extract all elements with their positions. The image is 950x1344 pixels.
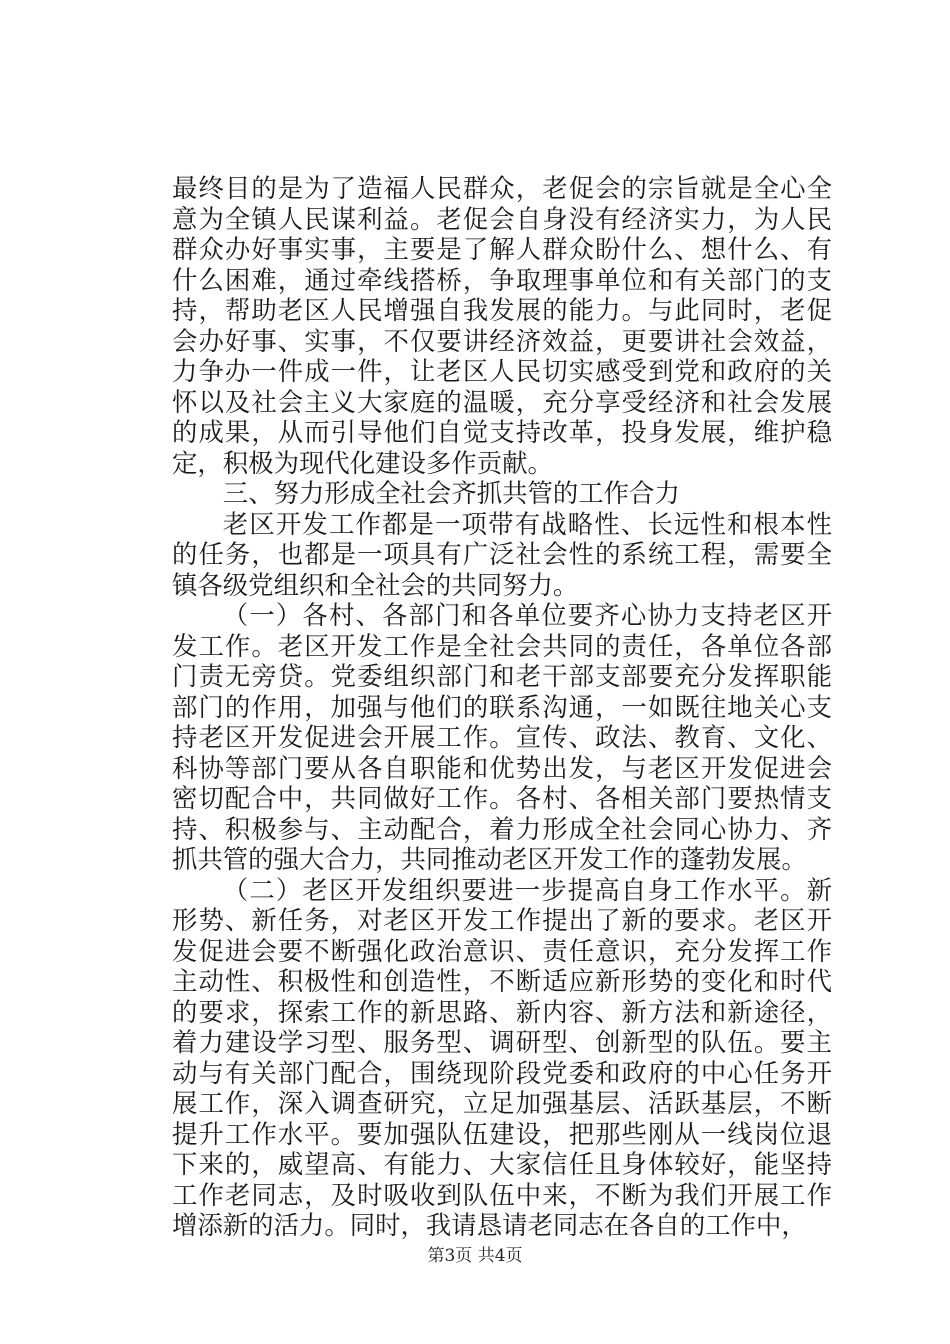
page-number-footer: 第3页 共4页 bbox=[427, 1246, 523, 1266]
document-body bbox=[172, 173, 832, 1241]
section-heading: 三、努力形成全社会齐抓共管的工作合力 bbox=[222, 478, 680, 508]
paragraph-intro: 老区开发工作都是一项带有战略性、长远性和根本性的任务，也都是一项具有广泛社会性的系统工程，需要全镇各级党组织和全社会的共同努力。 bbox=[172, 508, 832, 600]
paragraph-continued: 最终目的是为了造福人民群众，老促会的宗旨就是全心全意为全镇人民谋利益。老促会自身没有经济实力，为人民群众办好事实事，主要是了解人群众盼什么、想什么、有什么困难，通过牵线搭桥，争取理事单位和有关部门的支持，帮助老区人民增强自我发展的能力。与此同时，老促会办好事、实事，不仅要讲经济效益，更要讲社会效益，力争办一件成一件，让老区人民切实感受到党和政府的关怀以及社会主义大家庭的温暖，充分享受经济和社会发展的成果，从而引导他们自觉支持改革，投身发展，维护稳定，积极为现代化建设多作贡献。 bbox=[172, 173, 832, 478]
paragraph-point-two: （二）老区开发组织要进一步提高自身工作水平。新形势、新任务，对老区开发工作提出了新的要求。老区开发促进会要不断强化政治意识、责任意识，充分发挥工作主动性、积极性和创造性，不断适应新形势的变化和时代的要求，探索工作的新思路、新内容、新方法和新途径，着力建设学习型、服务型、调研型、创新型的队伍。要主动与有关部门配合，围绕现阶段党委和政府的中心任务开展工作，深入调查研究，立足加强基层、活跃基层，不断提升工作水平。要加强队伍建设，把那些刚从一线岗位退下来的，威望高、有能力、大家信任且身体较好，能坚持工作老同志，及时吸收到队伍中来，不断为我们开展工作增添新的活力。同时，我请恳请老同志在各自的工作中， bbox=[172, 874, 832, 1240]
paragraph-point-one: （一）各村、各部门和各单位要齐心协力支持老区开发工作。老区开发工作是全社会共同的责任，各单位各部门责无旁贷。党委组织部门和老干部支部要充分发挥职能部门的作用，加强与他们的联系沟通，一如既往地关心支持老区开发促进会开展工作。宣传、政法、教育、文化、科协等部门要从各自职能和优势出发，与老区开发促进会密切配合中，共同做好工作。各村、各相关部门要热情支持、积极参与、主动配合，着力形成全社会同心协力、齐抓共管的强大合力，共同推动老区开发工作的蓬勃发展。 bbox=[172, 600, 832, 874]
